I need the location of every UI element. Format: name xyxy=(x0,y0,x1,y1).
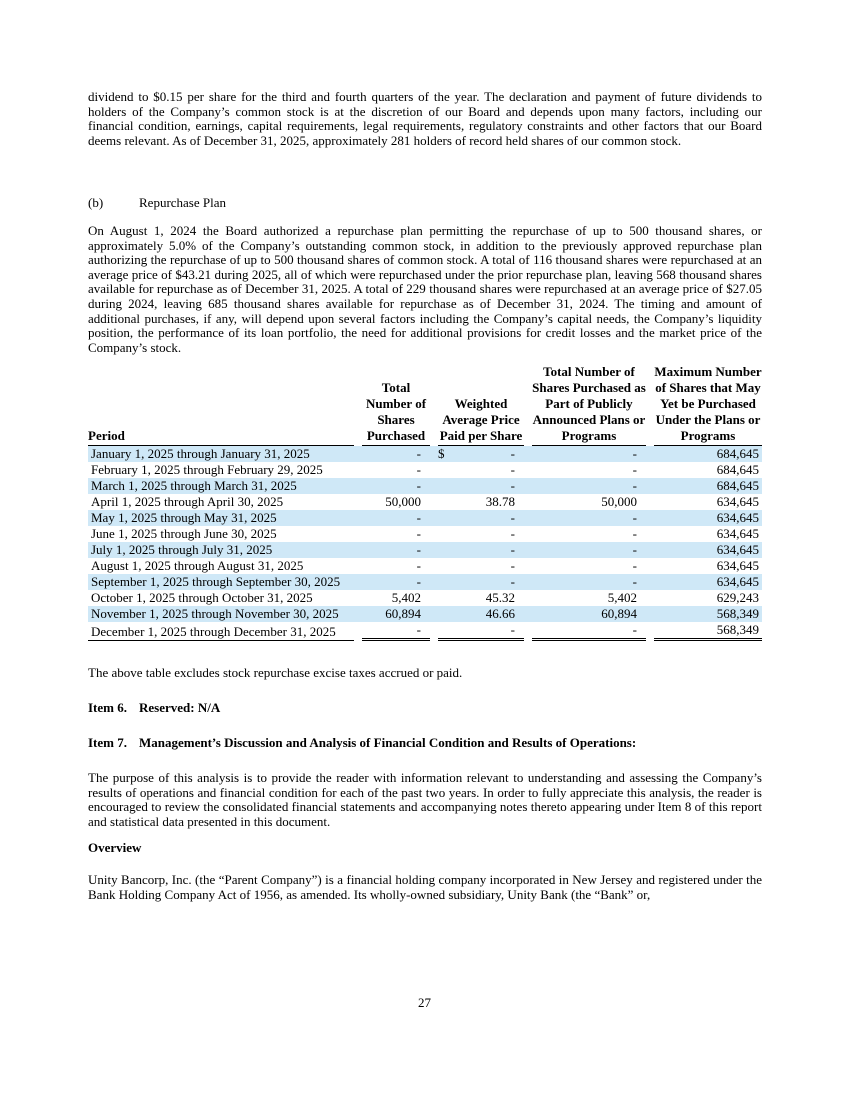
shares-purchased-cell: - xyxy=(354,542,430,558)
max-shares-cell: 634,645 xyxy=(716,558,759,574)
item-7-label: Item 7. xyxy=(88,734,127,750)
unity-bancorp-paragraph: Unity Bancorp, Inc. (the “Parent Company”) is a financial holding company incorporated in New Jersey and registered under the Bank Holding Company Act of 1956, as amended. Its wholly-owned subsidiary, Unity Bank (the “Bank” or, xyxy=(88,872,762,902)
avg-price-cell xyxy=(430,462,524,478)
price-value: - xyxy=(510,622,515,638)
overview-heading: Overview xyxy=(88,840,142,856)
shares-purchased-cell: - xyxy=(354,574,430,590)
avg-price-cell xyxy=(430,478,524,494)
repurchase-table-header xyxy=(88,364,762,446)
shares-purchased-cell: - xyxy=(416,526,421,542)
plan-shares-cell: - xyxy=(524,574,646,590)
price-value: - xyxy=(510,462,515,478)
max-shares-cell: 634,645 xyxy=(646,510,762,526)
item-6-text: Reserved: N/A xyxy=(139,699,221,715)
period-cell: April 1, 2025 through April 30, 2025 xyxy=(91,494,284,510)
plan-shares-cell: - xyxy=(524,542,646,558)
max-shares-cell: 684,645 xyxy=(646,446,762,462)
purpose-paragraph: The purpose of this analysis is to provide the reader with information relevant to understanding and assessing the Company’s results of operations and financial condition for each of the past two years. In order to fully appreciate this analysis, the reader is encouraged to review the consolidated financial statements and accompanying notes thereto appearing under Item 8 of this report and statistical data presented in this document. xyxy=(88,770,762,829)
price-value: - xyxy=(510,574,515,590)
avg-price-cell xyxy=(430,510,524,526)
period-cell: June 1, 2025 through June 30, 2025 xyxy=(91,526,277,542)
plan-shares-cell: - xyxy=(632,462,637,478)
shares-purchased-cell: - xyxy=(416,558,421,574)
max-shares-cell: 684,645 xyxy=(646,478,762,494)
table-row xyxy=(88,510,762,526)
avg-price-cell xyxy=(430,446,524,462)
item-b-title: Repurchase Plan xyxy=(139,195,227,211)
plan-shares-cell: 50,000 xyxy=(601,494,637,510)
shares-purchased-cell: 50,000 xyxy=(385,494,421,510)
item-6-label: Item 6. xyxy=(88,699,127,715)
page-number: 27 xyxy=(418,995,431,1010)
price-value: - xyxy=(510,510,515,526)
price-value: 45.32 xyxy=(485,590,515,606)
max-shares-cell: 568,349 xyxy=(646,606,762,622)
period-cell: March 1, 2025 through March 31, 2025 xyxy=(88,478,354,494)
max-shares-cell: 568,349 xyxy=(646,622,762,641)
header-period: Period xyxy=(88,364,354,446)
table-footnote: The above table excludes stock repurchase excise taxes accrued or paid. xyxy=(88,665,463,681)
period-cell: July 1, 2025 through July 31, 2025 xyxy=(88,542,354,558)
table-row xyxy=(88,478,762,494)
item-7-text: Management’s Discussion and Analysis of Financial Condition and Results of Operations: xyxy=(139,734,637,750)
plan-shares-cell: 60,894 xyxy=(524,606,646,622)
avg-price-cell xyxy=(430,606,524,622)
repurchase-plan-heading xyxy=(88,196,762,211)
avg-price-cell xyxy=(430,622,524,641)
price-value: - xyxy=(510,446,515,462)
avg-price-cell xyxy=(430,494,524,510)
avg-price-cell xyxy=(430,526,524,542)
price-value: - xyxy=(510,542,515,558)
shares-purchased-cell: - xyxy=(354,478,430,494)
price-value: 38.78 xyxy=(485,494,515,510)
table-row xyxy=(88,526,762,542)
avg-price-cell xyxy=(430,558,524,574)
period-cell: December 1, 2025 through December 31, 2025 xyxy=(88,622,354,641)
header-plan-shares: Total Number of Shares Purchased as Part of Publicly Announced Plans or Programs xyxy=(524,364,646,446)
shares-purchased-cell: 60,894 xyxy=(354,606,430,622)
table-row xyxy=(88,462,762,478)
header-shares-purchased: Total Number of Shares Purchased xyxy=(354,364,430,446)
table-row xyxy=(88,542,762,558)
item-b-label: (b) xyxy=(88,195,104,211)
max-shares-cell: 634,645 xyxy=(716,494,759,510)
period-cell: October 1, 2025 through October 31, 2025 xyxy=(91,590,313,606)
repurchase-table xyxy=(88,364,762,641)
table-row xyxy=(88,558,762,574)
price-value: - xyxy=(510,526,515,542)
max-shares-cell: 684,645 xyxy=(716,462,759,478)
item-6-heading xyxy=(88,701,762,716)
max-shares-cell: 634,645 xyxy=(646,542,762,558)
header-max-shares: Maximum Number of Shares that May Yet be Purchased Under the Plans or Programs xyxy=(646,364,762,446)
dividend-paragraph: dividend to $0.15 per share for the third and fourth quarters of the year. The declaration and payment of future dividends to holders of the Company’s common stock is at the discretion of our Board and depends upon many factors, including our financial condition, earnings, capital requirements, legal requirements, regulatory constraints and other factors that our Board deems relevant. As of December 31, 2025, approximately 281 holders of record held shares of our common stock. xyxy=(88,89,762,148)
table-row xyxy=(88,574,762,590)
plan-shares-cell: - xyxy=(524,446,646,462)
table-row xyxy=(88,494,762,510)
item-7-heading xyxy=(88,736,762,751)
repurchase-paragraph: On August 1, 2024 the Board authorized a repurchase plan permitting the repurchase of up to 500 thousand shares, or approximately 5.0% of the Company’s outstanding common stock, in addition to the previously approved repurchase plan authorizing the repurchase of up to 500 thousand shares of common stock. A total of 116 thousand shares were repurchased at an average price of $43.21 during 2025, all of which were repurchased under the prior repurchase plan, leaving 568 thousand shares available for repurchase as of December 31, 2025. A total of 229 thousand shares were repurchased at an average price of $27.05 during 2024, leaving 685 thousand shares available for repurchase as of December 31, 2024. The timing and amount of additional purchases, if any, will depend upon several factors including the Company’s capital needs, the Company’s liquidity position, the performance of its loan portfolio, the need for additional provisions for credit losses and the market price of the Company’s stock. xyxy=(88,222,762,355)
avg-price-cell xyxy=(430,574,524,590)
period-cell: November 1, 2025 through November 30, 2025 xyxy=(88,606,354,622)
plan-shares-cell: - xyxy=(632,526,637,542)
table-row xyxy=(88,446,762,462)
period-cell: January 1, 2025 through January 31, 2025 xyxy=(88,446,354,462)
period-cell: February 1, 2025 through February 29, 2025 xyxy=(91,462,323,478)
table-row xyxy=(88,622,762,641)
shares-purchased-cell: - xyxy=(354,510,430,526)
plan-shares-cell: - xyxy=(524,478,646,494)
avg-price-cell xyxy=(430,590,524,606)
avg-price-cell xyxy=(430,542,524,558)
max-shares-cell: 634,645 xyxy=(716,526,759,542)
period-cell: September 1, 2025 through September 30, 2025 xyxy=(88,574,354,590)
period-cell: August 1, 2025 through August 31, 2025 xyxy=(91,558,304,574)
table-row xyxy=(88,590,762,606)
period-cell: May 1, 2025 through May 31, 2025 xyxy=(88,510,354,526)
shares-purchased-cell: - xyxy=(416,462,421,478)
repurchase-table-body xyxy=(88,446,762,641)
max-shares-cell: 629,243 xyxy=(716,590,759,606)
shares-purchased-cell: - xyxy=(354,446,430,462)
table-row xyxy=(88,606,762,622)
price-value: - xyxy=(510,478,515,494)
plan-shares-cell: 5,402 xyxy=(607,590,637,606)
max-shares-cell: 634,645 xyxy=(646,574,762,590)
price-value: - xyxy=(510,558,515,574)
currency-symbol: $ xyxy=(438,446,445,462)
shares-purchased-cell: 5,402 xyxy=(391,590,421,606)
price-value: 46.66 xyxy=(485,606,515,622)
plan-shares-cell: - xyxy=(632,558,637,574)
plan-shares-cell: - xyxy=(524,622,646,641)
header-weighted-average-price: Weighted Average Price Paid per Share xyxy=(430,364,524,446)
plan-shares-cell: - xyxy=(524,510,646,526)
shares-purchased-cell: - xyxy=(354,622,430,641)
